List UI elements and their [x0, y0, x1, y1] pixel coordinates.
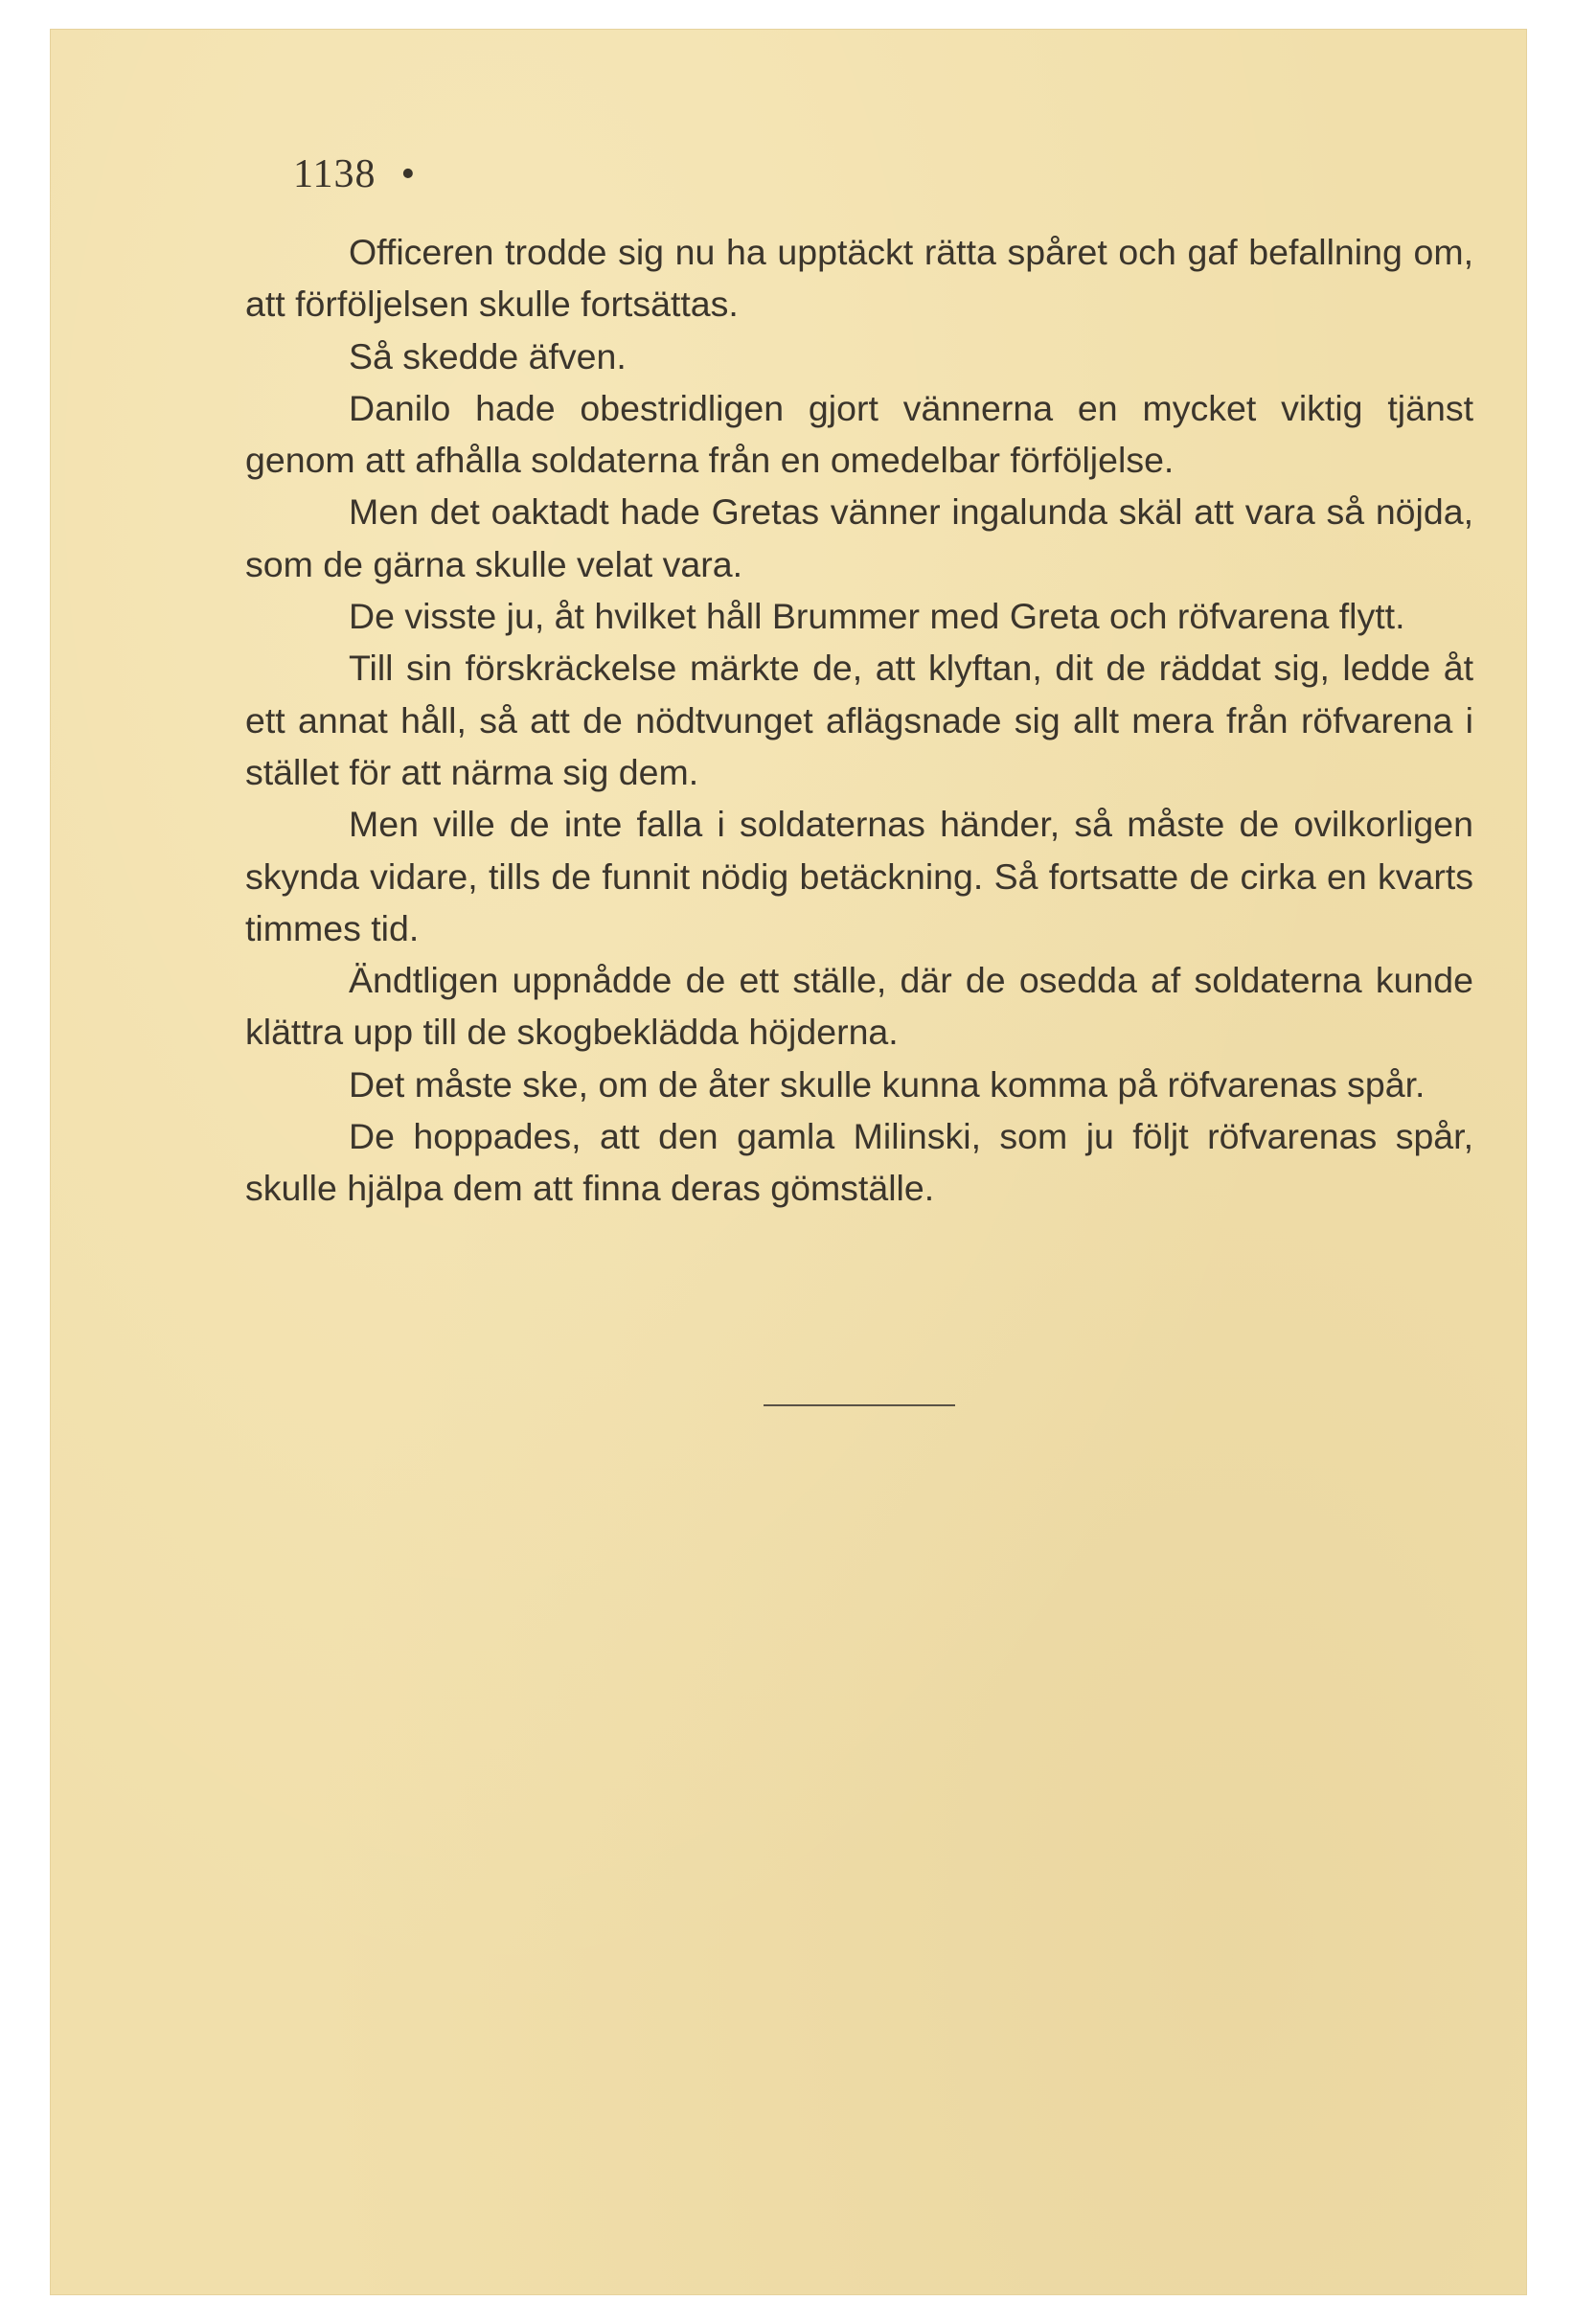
- paragraph: Men det oaktadt hade Gretas vänner ingalunda skäl att vara så nöjda, som de gärna skulle velat vara.: [245, 491, 1473, 584]
- paragraph: Ändtligen uppnådde de ett ställe, där de osedda af soldaterna kunde klättra upp till de skogbeklädda höjderna.: [245, 960, 1473, 1053]
- page-number-mark: •: [400, 152, 417, 196]
- paragraph: Till sin förskräckelse märkte de, att klyftan, dit de räddat sig, ledde åt ett annat håll, så att de nödtvunget aflägsnade sig allt mera från röfvarena i stället för att närma sig dem.: [245, 648, 1473, 792]
- paragraph: Danilo hade obestridligen gjort vännerna en mycket viktig tjänst genom att afhålla soldaterna från en omedelbar förföljelse.: [245, 387, 1473, 481]
- page-number: [293, 151, 416, 197]
- paragraph: De visste ju, åt hvilket håll Brummer med Greta och röfvarena flytt.: [349, 596, 1405, 637]
- paragraph: Men ville de inte falla i soldaternas händer, så måste de ovilkorligen skynda vidare, tills de funnit nödig betäckning. Så fortsatte de cirka en kvarts timmes tid.: [245, 804, 1473, 948]
- body-text: [245, 226, 1473, 1215]
- paragraph: Officeren trodde sig nu ha upptäckt rätta spåret och gaf befallning om, att förföljelsen skulle fortsättas.: [245, 232, 1473, 325]
- paragraph: Det måste ske, om de åter skulle kunna komma på röfvarenas spår.: [349, 1063, 1426, 1105]
- section-end-rule: [764, 1404, 955, 1406]
- page-number-value: 1138: [293, 152, 376, 196]
- paragraph: Så skedde äfven.: [349, 335, 627, 376]
- paragraph: De hoppades, att den gamla Milinski, som ju följt röfvarenas spår, skulle hjälpa dem att finna deras gömställe.: [245, 1116, 1473, 1209]
- book-page: [50, 29, 1527, 2295]
